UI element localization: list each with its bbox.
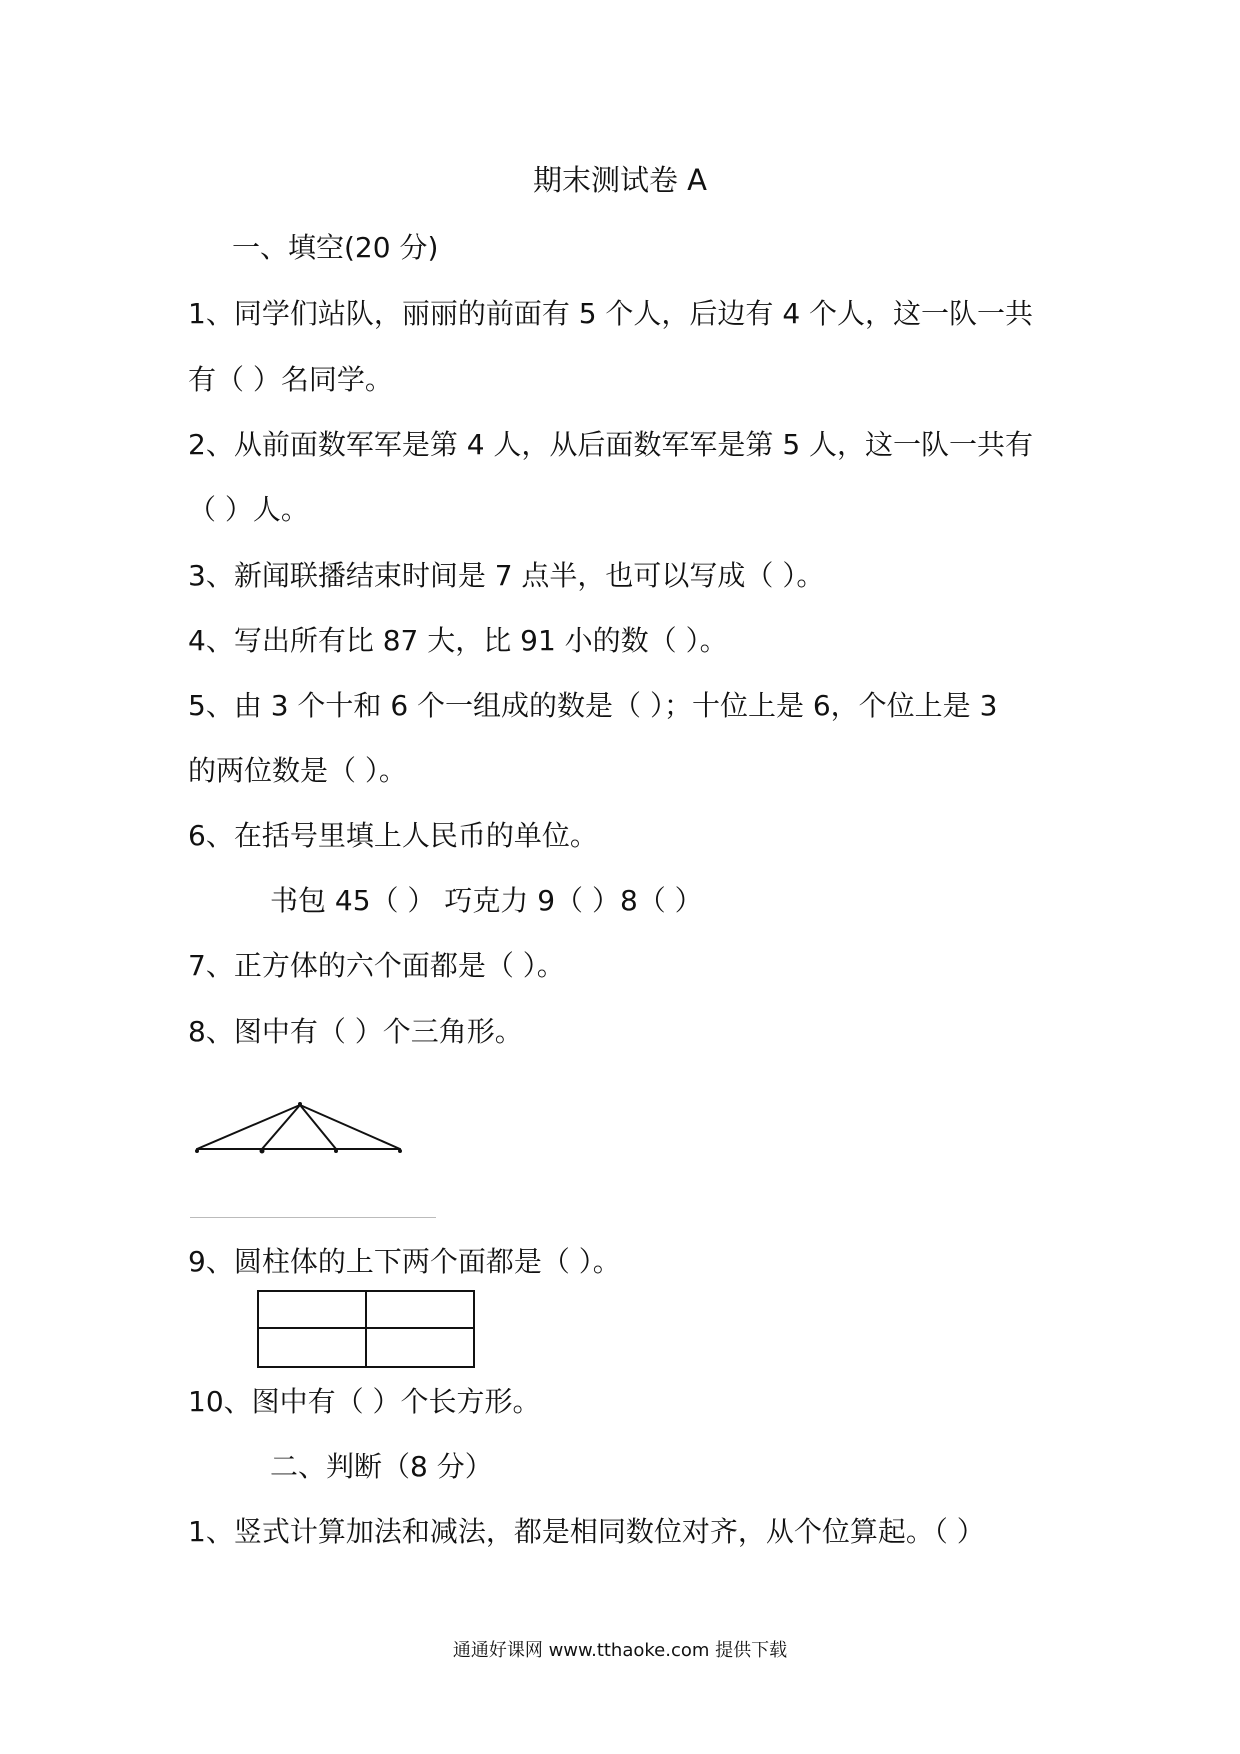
figure-vertex-d xyxy=(398,1149,402,1153)
question-2-line-2: （ ）人。 xyxy=(188,493,309,526)
question-2-line-1: 2、从前面数军军是第 4 人，从后面数军军是第 5 人，这一队一共有 xyxy=(188,428,1034,461)
rectangles-figure xyxy=(255,1288,477,1370)
triangles-figure xyxy=(190,1095,410,1155)
figure-left-edge xyxy=(197,1105,300,1149)
question-1-line-1: 1、同学们站队，丽丽的前面有 5 个人，后边有 4 个人，这一队一共 xyxy=(188,297,1034,330)
question-6-items: 书包 45（ ） 巧克力 9（ ）8（ ） xyxy=(270,884,703,917)
question-5-line-1: 5、由 3 个十和 6 个一组成的数是（ ）；十位上是 6，个位上是 3 xyxy=(188,689,998,722)
figure-inner-left xyxy=(262,1105,300,1149)
question-10: 10、图中有（ ）个长方形。 xyxy=(188,1385,541,1418)
figure-vertex-a xyxy=(195,1149,199,1153)
figure-right-edge xyxy=(300,1105,400,1149)
question-9: 9、圆柱体的上下两个面都是（ ）。 xyxy=(188,1245,621,1278)
section1-heading: 一、填空(20 分) xyxy=(232,231,439,264)
page-title: 期末测试卷 A xyxy=(532,163,708,197)
question-4: 4、写出所有比 87 大，比 91 小的数（ ）。 xyxy=(188,624,728,657)
figure-vertex-top xyxy=(298,1102,302,1106)
question-5-line-2: 的两位数是（ ）。 xyxy=(188,754,407,787)
figure-inner-right xyxy=(300,1105,336,1149)
question-1-line-2: 有（ ）名同学。 xyxy=(188,363,393,396)
question-6: 6、在括号里填上人民币的单位。 xyxy=(188,819,598,852)
question-3: 3、新闻联播结束时间是 7 点半，也可以写成（ ）。 xyxy=(188,559,825,592)
question-8: 8、图中有（ ）个三角形。 xyxy=(188,1015,523,1048)
divider-line xyxy=(190,1217,436,1218)
question-7: 7、正方体的六个面都是（ ）。 xyxy=(188,949,565,982)
judgment-question-1: 1、竖式计算加法和减法，都是相同数位对齐，从个位算起。（ ） xyxy=(188,1515,985,1548)
figure-vertex-c xyxy=(334,1149,338,1153)
page-footer: 通通好课网 www.tthaoke.com 提供下载 xyxy=(452,1640,788,1661)
section2-heading: 二、判断（8 分） xyxy=(270,1450,493,1483)
figure-vertex-b xyxy=(260,1149,265,1154)
